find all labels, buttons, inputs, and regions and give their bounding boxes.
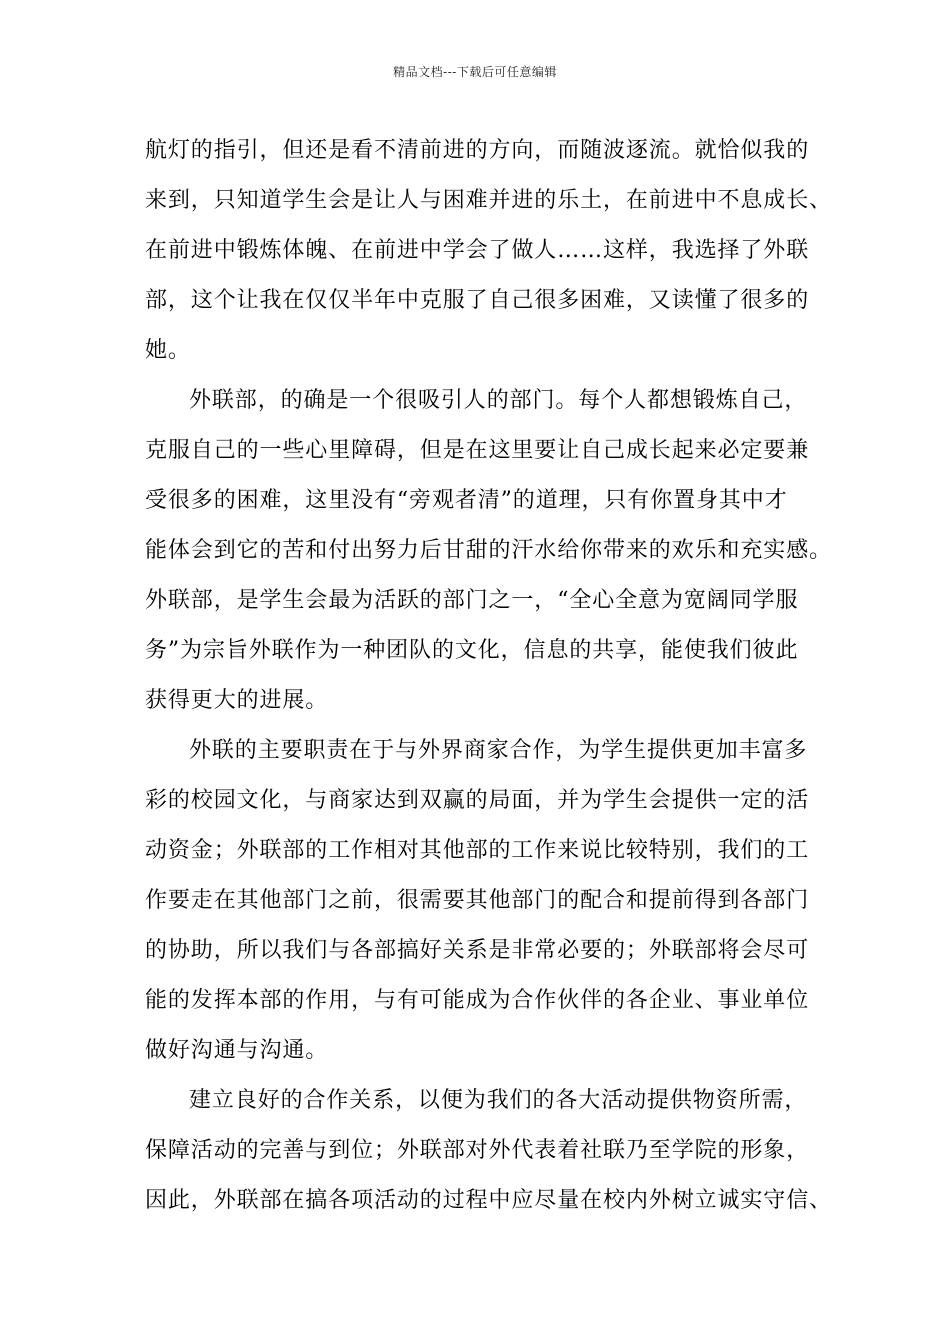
text-line: 部，这个让我在仅仅半年中克服了自己很多困难，又读懂了很多的 — [145, 288, 810, 313]
text-line: 航灯的指引，但还是看不清前进的方向，而随波逐流。就恰似我的 — [145, 138, 810, 163]
paragraph-3 — [145, 726, 810, 1076]
text-line: 建立良好的合作关系，以便为我们的各大活动提供物资所需， — [189, 1088, 808, 1113]
text-line: 获得更大的进展。 — [145, 688, 329, 713]
text-line: 来到，只知道学生会是让人与困难并进的乐土，在前进中不息成长、 — [145, 188, 833, 213]
text-line: 外联部，是学生会最为活跃的部门之一，“全心全意为宽阔同学服 — [145, 588, 799, 613]
text-line: 外联的主要职责在于与外界商家合作，为学生提供更加丰富多 — [189, 738, 808, 763]
text-line: 保障活动的完善与到位；外联部对外代表着社联乃至学院的形象， — [145, 1138, 810, 1163]
page-header: 精品文档---下载后可任意编辑 — [393, 65, 557, 79]
text-line: 受很多的困难，这里没有“旁观者清”的道理，只有你置身其中才 — [145, 488, 788, 513]
paragraph-4 — [145, 1076, 833, 1226]
text-line: 务”为宗旨外联作为一种团队的文化，信息的共享，能使我们彼此 — [145, 638, 799, 663]
text-line: 彩的校园文化，与商家达到双赢的局面，并为学生会提供一定的活 — [145, 788, 810, 813]
text-line: 做好沟通与沟通。 — [145, 1038, 329, 1063]
text-line: 在前进中锻炼体魄、在前进中学会了做人……这样，我选择了外联 — [145, 238, 810, 263]
text-line: 动资金；外联部的工作相对其他部的工作来说比较特别，我们的工 — [145, 838, 810, 863]
text-line: 她。 — [145, 338, 191, 363]
paragraph-2 — [145, 376, 833, 726]
text-line: 作要走在其他部门之前，很需要其他部门的配合和提前得到各部门 — [145, 888, 810, 913]
paragraph-1 — [145, 126, 833, 376]
text-line: 克服自己的一些心里障碍，但是在这里要让自己成长起来必定要兼 — [145, 438, 810, 463]
text-line: 因此，外联部在搞各项活动的过程中应尽量在校内外树立诚实守信、 — [145, 1188, 833, 1213]
text-line: 能的发挥本部的作用，与有可能成为合作伙伴的各企业、事业单位 — [145, 988, 810, 1013]
text-line: 的协助，所以我们与各部搞好关系是非常必要的；外联部将会尽可 — [145, 938, 810, 963]
text-line: 能体会到它的苦和付出努力后甘甜的汗水给你带来的欢乐和充实感。 — [145, 538, 833, 563]
text-line: 外联部，的确是一个很吸引人的部门。每个人都想锻炼自己， — [189, 388, 808, 413]
document-body — [145, 126, 833, 1226]
